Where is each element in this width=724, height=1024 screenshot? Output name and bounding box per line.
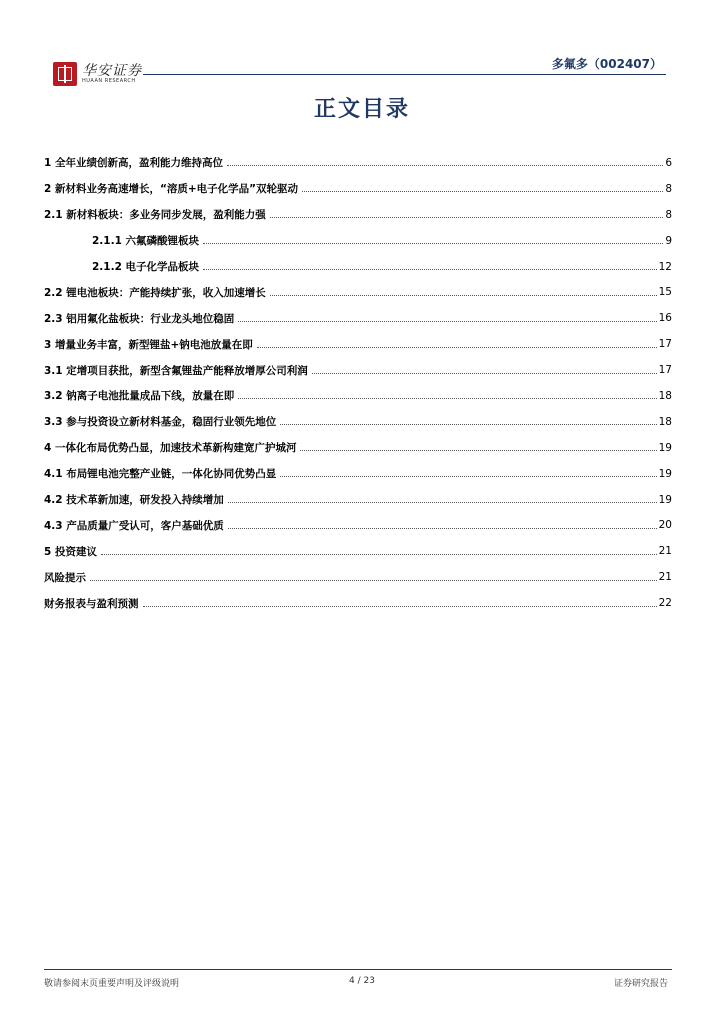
toc-leader-dots <box>90 580 657 581</box>
toc-leader-dots <box>238 398 656 399</box>
toc-entry-label: 3 增量业务丰富，新型锂盐+钠电池放量在即 <box>44 338 253 351</box>
toc-entry[interactable] <box>44 538 672 564</box>
toc-entry-label: 4.2 技术革新加速，研发投入持续增加 <box>44 494 224 507</box>
toc-entry-label: 3.1 定增项目获批，新型含氟锂盐产能释放增厚公司利润 <box>44 364 308 377</box>
toc-entry-page: 21 <box>658 545 672 558</box>
page-title: 正文目录 <box>313 96 410 122</box>
toc-entry-page: 20 <box>658 519 672 532</box>
toc-leader-dots <box>143 606 657 607</box>
toc-leader-dots <box>270 295 657 296</box>
toc-leader-dots <box>302 191 663 192</box>
toc-entry-page: 22 <box>658 597 672 610</box>
toc-entry-page: 12 <box>658 260 672 273</box>
toc-entry-label: 3.2 钠离子电池批量成品下线，放量在即 <box>44 390 235 403</box>
page-number: 4 / 23 <box>349 976 375 986</box>
brand-name-english: HUAAN RESEARCH <box>82 78 136 84</box>
toc-entry-page: 9 <box>665 234 672 247</box>
toc-entry[interactable] <box>44 202 672 228</box>
toc-entry-page: 17 <box>658 364 672 377</box>
footer-report-type: 证券研究报告 <box>613 979 668 989</box>
footer-rule <box>44 969 672 970</box>
toc-leader-dots <box>312 373 657 374</box>
toc-entry-page: 8 <box>665 182 672 195</box>
toc-entry-page: 8 <box>665 208 672 221</box>
toc-entry-page: 15 <box>658 286 672 299</box>
toc-entry[interactable] <box>44 176 672 202</box>
toc-entry-page: 19 <box>658 441 672 454</box>
toc-entry[interactable] <box>44 150 672 176</box>
toc-entry-label: 2.3 铝用氟化盐板块：行业龙头地位稳固 <box>44 312 235 325</box>
toc-leader-dots <box>270 217 664 218</box>
toc-entry[interactable] <box>44 383 672 409</box>
toc-leader-dots <box>228 528 657 529</box>
toc-entry-label: 2.2 锂电池板块：产能持续扩张，收入加速增长 <box>44 286 266 299</box>
toc-entry-page: 6 <box>665 156 672 169</box>
toc-leader-dots <box>300 450 656 451</box>
brand-logo <box>53 62 77 86</box>
toc-entry-label: 2 新材料业务高速增长，“溶质+电子化学品”双轮驱动 <box>44 183 299 196</box>
toc-leader-dots <box>101 554 657 555</box>
toc-leader-dots <box>203 243 663 244</box>
toc-entry-label: 4.3 产品质量广受认可，客户基础优质 <box>44 519 224 532</box>
toc-entry[interactable] <box>44 279 672 305</box>
toc-entry-label: 4 一体化布局优势凸显，加速技术革新构建宽广护城河 <box>44 442 297 455</box>
stock-name: 多氟多（002407） <box>551 57 662 71</box>
toc-entry-label: 3.3 参与投资设立新材料基金，稳固行业领先地位 <box>44 416 277 429</box>
toc-leader-dots <box>238 321 656 322</box>
toc-entry-page: 18 <box>658 389 672 402</box>
toc-entry[interactable] <box>44 564 672 590</box>
toc-entry[interactable] <box>44 512 672 538</box>
toc-entry-label: 5 投资建议 <box>44 545 97 558</box>
brand-name: 华安证券 <box>82 63 142 79</box>
toc-entry-label: 财务报表与盈利预测 <box>44 597 139 610</box>
toc-leader-dots <box>257 347 657 348</box>
toc-entry[interactable] <box>44 409 672 435</box>
toc-entry-page: 16 <box>658 312 672 325</box>
header-rule <box>143 74 666 75</box>
toc-entry-label: 2.1 新材料板块：多业务同步发展，盈利能力强 <box>44 209 266 222</box>
toc-leader-dots <box>203 269 657 270</box>
toc-entry-page: 21 <box>658 571 672 584</box>
toc-leader-dots <box>280 476 656 477</box>
toc-entry[interactable] <box>44 228 672 254</box>
toc-entry[interactable] <box>44 331 672 357</box>
toc-entry-label: 2.1.1 六氟磷酸锂板块 <box>92 235 200 248</box>
toc-entry[interactable] <box>44 487 672 513</box>
toc-entry[interactable] <box>44 590 672 616</box>
toc-leader-dots <box>280 424 656 425</box>
toc-entry-page: 18 <box>658 415 672 428</box>
toc-entry-label: 风险提示 <box>44 571 86 584</box>
toc-entry-label: 4.1 布局锂电池完整产业链，一体化协同优势凸显 <box>44 468 277 481</box>
toc-leader-dots <box>227 165 663 166</box>
footer-disclaimer: 敬请参阅末页重要声明及评级说明 <box>44 979 180 989</box>
toc-entry[interactable] <box>44 461 672 487</box>
toc-entry-page: 17 <box>658 338 672 351</box>
toc-entry-page: 19 <box>658 467 672 480</box>
toc-entry[interactable] <box>44 305 672 331</box>
table-of-contents <box>44 150 672 616</box>
toc-entry[interactable] <box>44 357 672 383</box>
toc-entry-label: 1 全年业绩创新高，盈利能力维持高位 <box>44 157 223 170</box>
toc-entry-page: 19 <box>658 493 672 506</box>
toc-entry[interactable] <box>44 254 672 280</box>
toc-leader-dots <box>228 502 657 503</box>
toc-entry[interactable] <box>44 435 672 461</box>
toc-entry-label: 2.1.2 电子化学品板块 <box>92 261 200 273</box>
